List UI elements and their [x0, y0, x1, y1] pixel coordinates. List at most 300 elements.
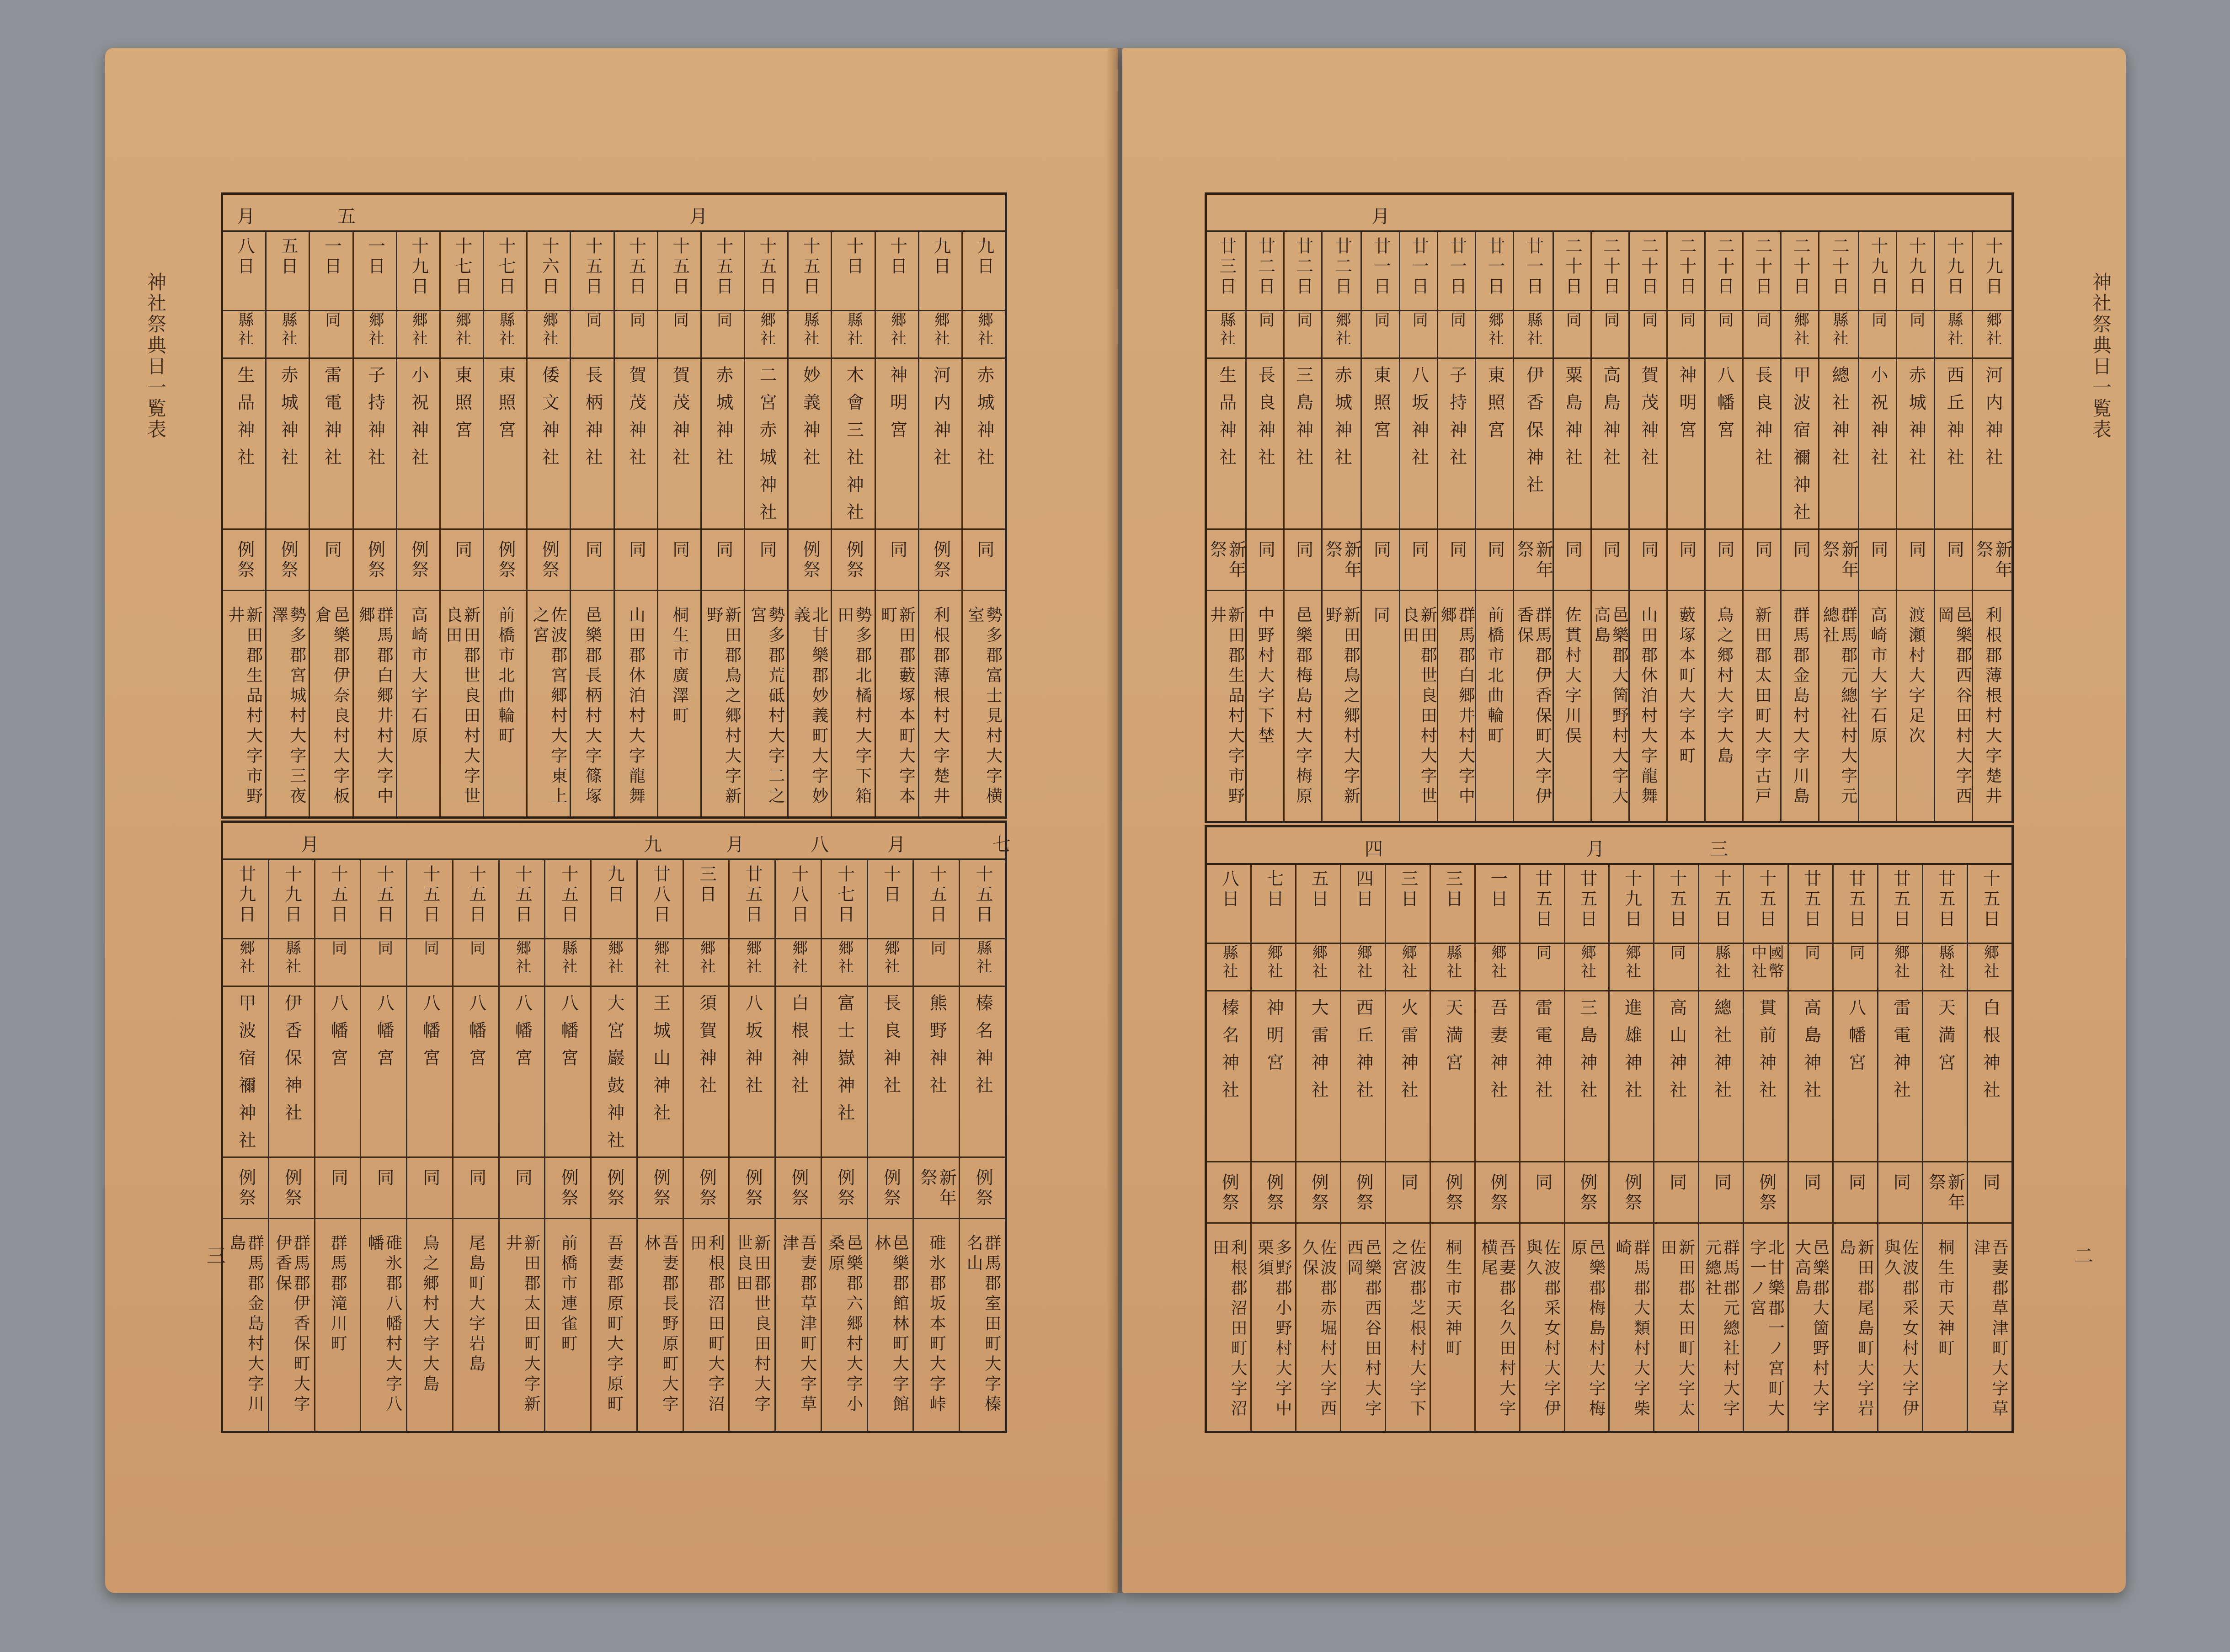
row-divider	[1207, 1161, 2011, 1162]
cell-rank: 縣社	[278, 312, 297, 348]
cell-ft: 例祭	[1219, 1173, 1239, 1213]
cell-day: 二十日	[1714, 237, 1734, 297]
cell-loc: 前橋市連雀町	[559, 1234, 578, 1355]
cell-name: 大宮巖鼓神社	[604, 994, 624, 1158]
row-divider	[1207, 357, 2011, 359]
row-divider	[1207, 990, 2011, 991]
cell-day: 八日	[1219, 869, 1239, 910]
cell-rank: 郷社	[1891, 944, 1910, 981]
cell-name: 吾妻神社	[1487, 998, 1508, 1108]
cell-rank: 縣社	[283, 940, 301, 976]
cell-ft: 例祭	[800, 540, 821, 581]
cell-loc: 新田郡尾島町大字岩島	[1837, 1239, 1874, 1420]
cell-rank: 郷社	[1983, 312, 2002, 348]
table-column	[1519, 865, 1564, 1431]
cell-rank: 郷社	[1333, 312, 1351, 348]
cell-rank: 縣社	[1712, 944, 1731, 981]
cell-loc: 高崎市大字石原	[409, 606, 428, 747]
table-column	[700, 232, 744, 816]
cell-name: 東照宮	[452, 366, 472, 448]
cell-day: 九日	[974, 237, 994, 277]
cell-rank: 縣社	[496, 312, 515, 348]
cell-day: 九日	[930, 237, 951, 277]
cell-day: 廿二日	[1293, 237, 1313, 297]
cell-name: 伊香保神社	[1523, 366, 1544, 503]
cell-day: 一日	[365, 237, 385, 277]
cell-ft: 同	[1484, 540, 1505, 560]
table-column	[1922, 865, 1967, 1431]
row-divider	[1207, 590, 2011, 591]
cell-loc: 群馬郡元總社村大字元總社	[1702, 1239, 1740, 1420]
cell-name: 西丘神社	[1944, 366, 1964, 475]
table-column	[1666, 232, 1704, 821]
table-column	[1787, 865, 1832, 1431]
cell-rank: 同	[1715, 312, 1734, 330]
table-column	[875, 232, 918, 816]
cell-loc: 新田郡鳥之郷村大字新野	[704, 606, 742, 807]
cell-ft: 新年祭	[1926, 1173, 1965, 1213]
cell-rank: 郷社	[757, 312, 776, 348]
cell-day: 二十日	[1752, 237, 1773, 297]
cell-name: 東照宮	[1371, 366, 1391, 448]
cell-ft: 同	[974, 540, 994, 560]
cell-name: 賀茂神社	[1638, 366, 1659, 475]
cell-day: 十九日	[1622, 869, 1642, 930]
cell-rank: 郷社	[1398, 944, 1417, 981]
cell-name: 長良神社	[880, 994, 901, 1103]
row-divider	[1207, 1222, 2011, 1224]
cell-loc: 群馬郡金島村大字川島	[227, 1234, 264, 1415]
cell-loc: 新田郡世良田村大字世良田	[1400, 606, 1437, 807]
cell-name: 雷電神社	[1532, 998, 1552, 1108]
table-column	[314, 860, 360, 1431]
row-divider	[223, 1218, 1005, 1219]
cell-name: 神明宮	[1264, 998, 1284, 1081]
cell-rank: 同	[1533, 944, 1552, 963]
cell-name: 王城山神社	[650, 994, 671, 1131]
cell-loc: 吾妻郡原町大字原町	[604, 1234, 624, 1415]
cell-rank: 同	[1677, 312, 1696, 330]
cell-day: 十七日	[496, 237, 516, 297]
cell-name: 天満宮	[1443, 998, 1463, 1081]
cell-ft: 同	[321, 540, 342, 560]
table-column	[683, 860, 729, 1431]
month-band	[1207, 195, 2011, 232]
cell-loc: 邑樂郡六郷村大字小桑原	[826, 1234, 863, 1415]
cell-day: 七日	[1264, 869, 1284, 910]
cell-rank: 縣社	[559, 940, 577, 976]
cell-ft: 例祭	[1622, 1173, 1642, 1213]
table-column	[1896, 232, 1934, 821]
table-column	[544, 860, 590, 1431]
cell-name: 總社神社	[1711, 998, 1732, 1108]
cell-rank: 同	[1371, 312, 1390, 330]
cell-ft: 例祭	[282, 1168, 302, 1209]
cell-ft: 同	[582, 540, 603, 560]
cell-rank: 同	[322, 312, 341, 330]
cell-name: 神明宮	[1676, 366, 1697, 448]
cell-ft: 同	[1676, 540, 1697, 560]
cell-name: 三島神社	[1577, 998, 1597, 1108]
cell-name: 白根神社	[788, 994, 809, 1103]
cell-loc: 前橋市北曲輪町	[1485, 606, 1504, 747]
cell-ft: 例祭	[742, 1168, 763, 1209]
table-column	[959, 860, 1005, 1431]
cell-day: 十五日	[713, 237, 733, 297]
cell-rank: 國幣中社	[1748, 944, 1784, 981]
cell-name: 八坂神社	[1408, 366, 1429, 475]
cell-ft: 同	[1666, 1173, 1687, 1193]
cell-name: 火雷神社	[1398, 998, 1419, 1108]
cell-day: 十九日	[1983, 237, 2003, 297]
cell-name: 須賀神社	[696, 994, 717, 1103]
cell-loc: 山田郡休泊村大字龍舞	[626, 606, 646, 807]
month-number: 三	[1710, 839, 1728, 860]
cell-name: 西丘神社	[1353, 998, 1374, 1108]
cell-name: 神明宮	[887, 366, 907, 448]
cell-name: 八幡宮	[420, 994, 440, 1076]
cell-day: 十五日	[420, 865, 440, 925]
cell-rank: 同	[1639, 312, 1658, 330]
cell-rank: 同	[1667, 944, 1686, 963]
cell-rank: 郷社	[1264, 944, 1283, 981]
cell-ft: 同	[466, 1168, 486, 1188]
cell-name: 雷電神社	[321, 366, 342, 475]
cell-ft: 例祭	[539, 540, 560, 581]
cell-name: 八幡宮	[466, 994, 486, 1076]
table-column	[1742, 232, 1780, 821]
cell-rank: 郷社	[539, 312, 558, 348]
cell-rank: 同	[1906, 312, 1925, 330]
table-column	[483, 232, 526, 816]
cell-ft: 同	[1752, 540, 1773, 560]
cell-day: 十九日	[1867, 237, 1888, 297]
cell-ft: 例祭	[365, 540, 385, 581]
cell-day: 八日	[234, 237, 255, 277]
table-column	[728, 860, 774, 1431]
left-page	[105, 48, 1118, 1593]
row-divider	[223, 310, 1005, 311]
cell-ft: 同	[328, 1168, 348, 1188]
cell-rank: 縣社	[235, 312, 254, 348]
cell-loc: 桐生市廣澤町	[670, 606, 689, 727]
cell-name: 八幡宮	[374, 994, 395, 1076]
cell-day: 廿二日	[1332, 237, 1352, 297]
cell-name: 八幡宮	[1714, 366, 1734, 448]
cell-name: 赤城神社	[1332, 366, 1352, 475]
cell-day: 廿五日	[1801, 869, 1821, 930]
cell-loc: 邑樂郡大箇野村大字大高島	[1792, 1239, 1830, 1420]
cell-day: 十五日	[512, 865, 533, 925]
cell-day: 廿五日	[1935, 869, 1956, 930]
cell-name: 白根神社	[1980, 998, 2001, 1108]
cell-day: 廿一日	[1408, 237, 1429, 297]
cell-rank: 郷社	[743, 940, 762, 976]
cell-ft: 同	[1371, 540, 1391, 560]
cell-loc: 佐貫村大字川俣	[1563, 606, 1582, 747]
table-column	[1967, 865, 2011, 1431]
month-label: 月	[237, 206, 255, 227]
cell-ft: 例祭	[843, 540, 864, 581]
cell-name: 長良神社	[1255, 366, 1275, 475]
cell-ft: 例祭	[930, 540, 951, 581]
cell-day: 十日	[843, 237, 864, 277]
table-column	[1877, 865, 1922, 1431]
table-column	[396, 232, 439, 816]
table-column	[867, 860, 913, 1431]
cell-ft: 例祭	[1308, 1173, 1329, 1213]
cell-name: 小祝神社	[1867, 366, 1888, 475]
table-left-top	[221, 192, 1007, 819]
row-divider	[223, 1156, 1005, 1158]
cell-name: 東照宮	[496, 366, 516, 448]
row-divider	[223, 528, 1005, 530]
cell-loc: 群馬郡伊香保町大字伊香保	[273, 1234, 310, 1415]
cell-day: 十九日	[408, 237, 429, 297]
cell-name: 榛名神社	[1219, 998, 1239, 1108]
cell-name: 赤城神社	[713, 366, 733, 475]
table-column	[1698, 865, 1743, 1431]
table-column	[1934, 232, 1972, 821]
table-column	[352, 232, 396, 816]
table-column	[1430, 865, 1474, 1431]
cell-ft: 例祭	[973, 1168, 993, 1209]
cell-day: 廿五日	[742, 865, 763, 925]
cell-rank: 郷社	[366, 312, 384, 348]
cell-loc: 群馬郡大類村大字柴崎	[1613, 1239, 1650, 1420]
cell-day: 十八日	[788, 865, 809, 925]
cell-loc: 勢多郡富士見村大字横室	[966, 606, 1003, 807]
table-column	[452, 860, 498, 1431]
table-column	[1590, 232, 1628, 821]
cell-loc: 新田郡鳥之郷村大字新野	[1323, 606, 1360, 807]
cell-rank: 郷社	[975, 312, 993, 348]
cell-name: 八坂神社	[742, 994, 763, 1103]
cell-ft: 例祭	[1353, 1173, 1374, 1213]
cell-day: 廿九日	[235, 865, 256, 925]
table-column	[1437, 232, 1475, 821]
cell-rank: 郷社	[835, 940, 854, 976]
cell-name: 榛名神社	[973, 994, 993, 1103]
cell-day: 十五日	[374, 865, 395, 925]
cell-rank: 縣社	[1830, 312, 1848, 348]
month-label: 月	[726, 834, 744, 855]
cell-loc: 群馬郡白郷井村大字中郷	[356, 606, 394, 807]
row-divider	[223, 590, 1005, 591]
cell-rank: 同	[1868, 312, 1887, 330]
cell-loc: 新田郡生品村大字市野井	[1207, 606, 1245, 807]
cell-name: 富士嶽神社	[834, 994, 855, 1131]
cell-ft: 同	[713, 540, 733, 560]
cell-day: 二十日	[1790, 237, 1811, 297]
cell-name: 赤城神社	[1906, 366, 1926, 475]
cell-loc: 新田郡藪塚本町大字本町	[878, 606, 916, 807]
cell-loc: 佐波郡赤堀村大字西久保	[1300, 1239, 1337, 1420]
cell-rank: 郷社	[651, 940, 670, 976]
cell-loc: 吾妻郡長野原町大字林	[641, 1234, 679, 1415]
cell-name: 雷電神社	[1890, 998, 1911, 1108]
table-column	[636, 860, 683, 1431]
cell-loc: 吾妻郡草津町大字草津	[1971, 1239, 2008, 1420]
cell-loc: 邑樂郡西谷田村大字西岡	[1935, 606, 1972, 807]
cell-loc: 利根郡沼田町大字沼田	[1210, 1239, 1248, 1420]
row-divider	[223, 357, 1005, 359]
cell-rank: 縣社	[1220, 944, 1238, 981]
cell-ft: 例祭	[834, 1168, 855, 1209]
month-number: 四	[1365, 839, 1383, 860]
cell-day: 五日	[1308, 869, 1329, 910]
cell-loc: 藪塚本町大字本町	[1676, 606, 1696, 767]
month-band	[1207, 827, 2011, 865]
cell-rank: 郷社	[1354, 944, 1372, 981]
cell-rank: 郷社	[1981, 944, 2000, 981]
cell-day: 五日	[278, 237, 299, 277]
cell-ft: 同	[1801, 1173, 1821, 1193]
cell-day: 二十日	[1829, 237, 1850, 297]
cell-loc: 佐波郡采女村大字伊與久	[1524, 1239, 1561, 1420]
table-column	[1832, 865, 1877, 1431]
cell-rank: 縣社	[1217, 312, 1236, 348]
cell-day: 十五日	[1711, 869, 1732, 930]
table-column	[223, 232, 265, 816]
table-column	[1283, 232, 1321, 821]
table-column	[309, 232, 352, 816]
cell-loc: 新田郡生品村大字市野井	[226, 606, 263, 807]
cell-loc: 佐波郡芝根村大字下之宮	[1389, 1239, 1426, 1420]
cell-ft: 同	[512, 1168, 533, 1188]
cell-loc: 桐生市天神町	[1443, 1239, 1462, 1359]
row-divider	[1207, 943, 2011, 944]
cell-rank: 郷社	[1791, 312, 1810, 348]
cell-ft: 同	[626, 540, 646, 560]
cell-day: 二十日	[1638, 237, 1659, 297]
cell-ft: 例祭	[650, 1168, 671, 1209]
cell-rank: 同	[583, 312, 602, 330]
cell-loc: 勢多郡北橘村大字下箱田	[835, 606, 872, 807]
cell-day: 廿五日	[1846, 869, 1866, 930]
cell-loc: 中野村大字下埜	[1255, 606, 1275, 747]
cell-loc: 邑樂郡館林町大字館林	[872, 1234, 909, 1415]
cell-loc: 群馬郡室田町大字榛名山	[964, 1234, 1001, 1415]
cell-loc: 吾妻郡草津町大字草津	[780, 1234, 817, 1415]
cell-day: 二十日	[1676, 237, 1697, 297]
cell-ft: 同	[1532, 1173, 1552, 1193]
page-number-left: 三	[204, 1246, 226, 1267]
cell-rank: 郷社	[1622, 944, 1641, 981]
cell-ft: 新年祭	[1322, 540, 1362, 581]
cell-loc: 邑樂郡長柄村大字篠塚	[583, 606, 602, 807]
cell-rank: 同	[1294, 312, 1312, 330]
cell-day: 一日	[1487, 869, 1508, 910]
cell-ft: 同	[1255, 540, 1275, 560]
cell-loc: 利根郡沼田町大字沼田	[688, 1234, 725, 1415]
cell-loc: 群馬郡白郷井村大字中郷	[1438, 606, 1475, 807]
cell-day: 十日	[887, 237, 907, 277]
table-column	[268, 860, 314, 1431]
table-column	[439, 232, 483, 816]
month-number: 五	[337, 206, 356, 227]
cell-name: 河内神社	[930, 366, 951, 475]
cell-loc: 新田郡世良田村大字世良田	[443, 606, 480, 807]
cell-day: 十五日	[927, 865, 947, 925]
cell-day: 十五日	[669, 237, 690, 297]
row-divider	[223, 986, 1005, 987]
cell-name: 賀茂神社	[626, 366, 646, 475]
table-column	[744, 232, 787, 816]
month-label: 月	[689, 206, 708, 227]
cell-ft: 新年祭	[917, 1168, 957, 1209]
cell-name: 二宮赤城神社	[757, 366, 777, 530]
cell-day: 十九日	[1944, 237, 1964, 297]
cell-name: 大雷神社	[1308, 998, 1329, 1108]
cell-rank: 郷社	[1488, 944, 1507, 981]
cell-rank: 同	[421, 940, 439, 958]
cell-rank: 縣社	[1524, 312, 1543, 348]
cell-loc: 尾島町大字岩島	[466, 1234, 485, 1375]
cell-name: 高島神社	[1801, 998, 1821, 1108]
cell-name: 子持神社	[1446, 366, 1467, 475]
cell-loc: 邑樂郡伊奈良村大字板倉	[313, 606, 350, 807]
cell-ft: 例祭	[1264, 1173, 1284, 1213]
table-left-bottom	[221, 821, 1011, 1433]
table-column	[657, 232, 700, 816]
cell-day: 十五日	[582, 237, 603, 297]
cell-rank: 郷社	[409, 312, 428, 348]
cell-loc: 勢多郡荒砥村大字二之宮	[748, 606, 785, 807]
cell-rank: 縣社	[801, 312, 820, 348]
cell-loc: 碓氷郡八幡村大字八幡	[365, 1234, 402, 1415]
table-column	[1474, 865, 1519, 1431]
cell-ft: 例祭	[1577, 1173, 1597, 1213]
row-divider	[1207, 528, 2011, 530]
cell-rank: 郷社	[697, 940, 716, 976]
table-column	[1704, 232, 1742, 821]
month-label: 月	[1371, 206, 1390, 227]
table-column	[1858, 232, 1896, 821]
cell-loc: 鳥之郷村大字大島	[1714, 606, 1734, 767]
cell-day: 一日	[321, 237, 342, 277]
cell-ft: 同	[1398, 1173, 1419, 1193]
cell-name: 粟島神社	[1562, 366, 1583, 475]
table-column	[1399, 232, 1437, 821]
month-label: 月	[301, 834, 319, 855]
cell-name: 子持神社	[365, 366, 385, 475]
cell-loc: 佐波郡宮郷村大字東上之宮	[530, 606, 567, 807]
table-column	[1628, 232, 1666, 821]
cell-day: 廿一日	[1371, 237, 1391, 297]
cell-ft: 同	[887, 540, 907, 560]
cell-name: 赤城神社	[974, 366, 994, 475]
cell-ft: 同	[1293, 540, 1313, 560]
cell-ft: 同	[1846, 1173, 1866, 1193]
table-column	[1385, 865, 1430, 1431]
month-label: 月	[887, 834, 906, 855]
cell-loc: 新田郡世良田村大字世良田	[734, 1234, 771, 1415]
cell-loc: 吾妻郡名久田村大字横尾	[1479, 1239, 1516, 1420]
cell-rank: 同	[1753, 312, 1771, 330]
table-column	[1608, 865, 1653, 1431]
row-divider	[223, 938, 1005, 939]
table-column	[774, 860, 821, 1431]
month-band	[223, 823, 1011, 860]
cell-day: 十七日	[452, 237, 472, 297]
cell-day: 十五日	[1666, 869, 1687, 930]
cell-ft: 例祭	[278, 540, 299, 581]
cell-ft: 新年祭	[1973, 540, 2012, 581]
cell-day: 十日	[880, 865, 901, 905]
cell-ft: 例祭	[1756, 1173, 1777, 1213]
cell-ft: 同	[1890, 1173, 1911, 1193]
